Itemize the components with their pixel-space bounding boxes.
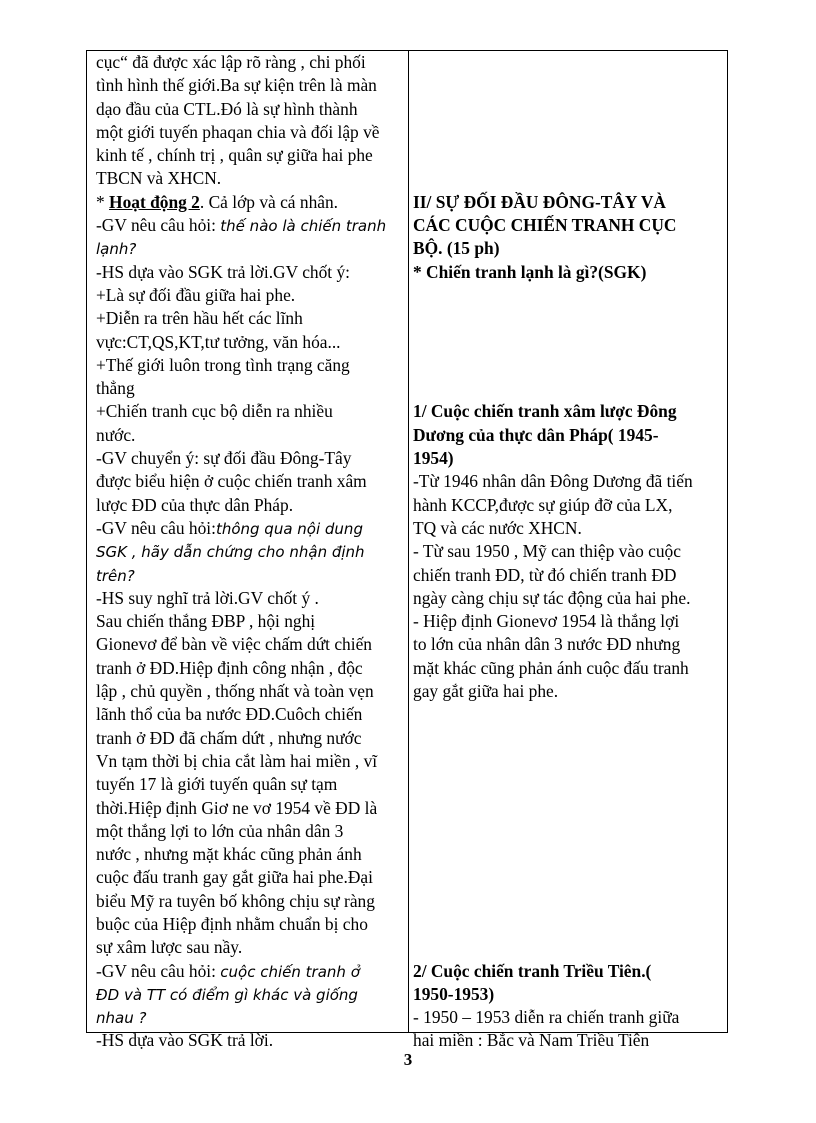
text-run: tranh ở ĐD đã chấm dứt , nhưng nước (96, 727, 362, 748)
text-run: -Từ 1946 nhân dân Đông Dương đã tiến (413, 471, 693, 492)
text-line (413, 121, 727, 144)
text-run: mặt khác cũng phản ánh cuộc đấu tranh (413, 657, 689, 678)
text-run: -HS dựa vào SGK trả lời. (96, 1030, 274, 1051)
activities-column (87, 51, 409, 1051)
text-line (96, 703, 408, 726)
text-line (413, 517, 727, 540)
text-line (96, 237, 408, 260)
text-line (413, 307, 727, 330)
text-line (413, 424, 727, 447)
text-run: -HS suy nghĩ trả lời.GV chốt ý . (96, 587, 319, 608)
text-line (413, 983, 727, 1006)
text-line (96, 377, 408, 400)
text-run: -GV chuyển ý: sự đối đầu Đông-Tây (96, 448, 352, 469)
text-run: cuộc chiến tranh ở (220, 962, 360, 981)
text-run: thông qua nội dung (215, 519, 363, 538)
page-number: 3 (403, 1050, 413, 1069)
left-text-block (96, 51, 408, 1053)
text-line (96, 960, 408, 983)
text-run: - Từ sau 1950 , Mỹ can thiệp vào cuộc (413, 541, 681, 562)
text-line (413, 470, 727, 493)
text-run: CÁC CUỘC CHIẾN TRANH CỤC (413, 215, 677, 236)
text-line (96, 494, 408, 517)
text-line (96, 51, 408, 74)
text-line (96, 307, 408, 330)
text-line (96, 633, 408, 656)
text-line (413, 447, 727, 470)
text-line (96, 890, 408, 913)
text-line (96, 191, 408, 214)
text-line (413, 1006, 727, 1029)
text-line (413, 890, 727, 913)
text-line (413, 797, 727, 820)
text-run: . Cả lớp và cá nhân. (199, 191, 339, 212)
text-line (96, 587, 408, 610)
text-line (96, 144, 408, 167)
text-line (413, 284, 727, 307)
text-run: lập , chủ quyền , thống nhất và toàn vẹn (96, 681, 374, 702)
text-run: vực:CT,QS,KT,tư tưởng, văn hóa... (96, 331, 341, 352)
text-line (96, 843, 408, 866)
text-line (413, 750, 727, 773)
text-line (96, 400, 408, 423)
text-line (96, 424, 408, 447)
text-line (96, 284, 408, 307)
text-run: nhau ? (96, 1009, 147, 1028)
text-run: lãnh thổ của ba nước ĐD.Cuôch chiến (96, 704, 363, 725)
text-run: nước , nhưng mặt khác cũng phản ánh (96, 844, 362, 865)
text-line (413, 354, 727, 377)
text-line (96, 1006, 408, 1029)
text-line (96, 820, 408, 843)
text-run: - 1950 – 1953 diễn ra chiến tranh giữa (413, 1007, 680, 1028)
text-line (96, 727, 408, 750)
text-line (413, 727, 727, 750)
text-line (96, 74, 408, 97)
text-line (96, 98, 408, 121)
text-run: thẳng (96, 378, 135, 399)
text-line (413, 331, 727, 354)
text-run: nước. (96, 424, 136, 445)
text-run: gay gắt giữa hai phe. (413, 681, 559, 702)
text-run: Vn tạm thời bị chia cắt làm hai miền , vĩ (96, 750, 378, 771)
text-run: to lớn của nhân dân 3 nước ĐD nhưng (413, 634, 681, 655)
text-line (96, 680, 408, 703)
text-line (413, 167, 727, 190)
text-line (413, 610, 727, 633)
text-line (413, 657, 727, 680)
text-run: 1954) (413, 448, 454, 469)
text-run: một thắng lợi to lớn của nhân dân 3 (96, 820, 344, 841)
text-line (96, 447, 408, 470)
text-run: được biểu hiện ở cuộc chiến tranh xâm (96, 471, 367, 492)
text-run: * Chiến tranh lạnh là gì?(SGK) (413, 261, 647, 282)
text-line (413, 237, 727, 260)
text-run: -GV nêu câu hỏi: (96, 517, 216, 538)
lesson-table (86, 50, 728, 1051)
text-run: - Hiệp định Gionevơ 1954 là thắng lợi (413, 611, 680, 632)
text-line (413, 866, 727, 889)
text-line (413, 633, 727, 656)
text-run: thế nào là chiến tranh (220, 217, 387, 236)
text-run: 1/ Cuộc chiến tranh xâm lược Đông (413, 401, 677, 422)
text-line (96, 167, 408, 190)
text-line (96, 354, 408, 377)
text-run: tuyến 17 là giới tuyến quân sự tạm (96, 774, 338, 795)
text-run: thời.Hiệp định Giơ ne vơ 1954 về ĐD là (96, 797, 378, 818)
text-line (413, 74, 727, 97)
right-text-block (413, 51, 727, 1053)
text-line (96, 610, 408, 633)
text-line (413, 936, 727, 959)
text-line (413, 261, 727, 284)
text-run: chiến tranh ĐD, từ đó chiến tranh ĐD (413, 564, 677, 585)
text-run: cục“ đã được xác lập rõ ràng , chi phối (96, 52, 366, 72)
text-run: 2/ Cuộc chiến tranh Triều Tiên.( (413, 960, 652, 981)
text-run: ĐD và TT có điểm gì khác và giống (96, 985, 358, 1004)
text-run: -GV nêu câu hỏi: (96, 960, 221, 981)
text-line (96, 214, 408, 237)
text-line (96, 564, 408, 587)
text-line (96, 331, 408, 354)
text-line (96, 121, 408, 144)
text-run: +Thế giới luôn trong tình trạng căng (96, 354, 350, 375)
text-line (413, 494, 727, 517)
text-run: tình hình thế giới.Ba sự kiện trên là màn (96, 75, 377, 96)
text-run: ngày càng chịu sự tác động của hai phe. (413, 587, 691, 608)
text-line (96, 540, 408, 563)
text-line (96, 261, 408, 284)
text-line (413, 564, 727, 587)
content-column (409, 51, 727, 1051)
text-run: +Diễn ra trên hầu hết các lĩnh (96, 308, 303, 329)
text-run: +Là sự đối đầu giữa hai phe. (96, 284, 296, 305)
text-run: -GV nêu câu hỏi: (96, 215, 221, 236)
text-run: TQ và các nước XHCN. (413, 517, 582, 538)
text-run: 1950-1953) (413, 983, 495, 1004)
text-line (413, 820, 727, 843)
text-run: một giới tuyến phaqan chia và đối lập về (96, 121, 380, 142)
text-run: buộc của Hiệp định nhằm chuẩn bị cho (96, 913, 368, 934)
text-line (413, 400, 727, 423)
text-line (96, 750, 408, 773)
text-line (96, 797, 408, 820)
text-run: hành KCCP,được sự giúp đỡ của LX, (413, 494, 673, 515)
text-run: Dương của thực dân Pháp( 1945- (413, 424, 659, 445)
text-line (413, 773, 727, 796)
text-line (96, 866, 408, 889)
text-run: Sau chiến thắng ĐBP , hội nghị (96, 611, 316, 632)
text-run: Gionevơ để bàn về việc chấm dứt chiến (96, 634, 372, 655)
text-run: Hoạt động 2 (109, 191, 200, 212)
text-line (413, 703, 727, 726)
text-run: lạnh? (96, 240, 137, 259)
text-run: kinh tế , chính trị , quân sự giữa hai phe (96, 145, 373, 166)
text-line (413, 144, 727, 167)
text-line (413, 913, 727, 936)
text-run: sự xâm lược sau nầy. (96, 937, 243, 958)
text-run: -HS dựa vào SGK trả lời.GV chốt ý: (96, 261, 351, 282)
text-line (96, 657, 408, 680)
text-line (413, 214, 727, 237)
text-run: cuộc đấu tranh gay gắt giữa hai phe.Đại (96, 867, 373, 888)
text-line (413, 540, 727, 563)
text-run: dạo đầu của CTL.Đó là sự hình thành (96, 98, 358, 119)
text-run: * (96, 191, 110, 212)
text-line (413, 191, 727, 214)
text-line (413, 843, 727, 866)
text-run: lược ĐD của thực dân Pháp. (96, 494, 294, 515)
text-run: TBCN và XHCN. (96, 168, 222, 189)
text-line (413, 587, 727, 610)
text-run: II/ SỰ ĐỐI ĐẦU ĐÔNG-TÂY VÀ (413, 191, 666, 212)
text-run: hai miền : Bắc và Nam Triều Tiên (413, 1030, 650, 1051)
text-line (96, 470, 408, 493)
text-run: tranh ở ĐD.Hiệp định công nhận , độc (96, 657, 363, 678)
text-run: +Chiến tranh cục bộ diễn ra nhiều (96, 401, 333, 422)
text-line (96, 983, 408, 1006)
text-run: BỘ. (15 ph) (413, 238, 500, 259)
text-line (413, 98, 727, 121)
text-line (96, 936, 408, 959)
text-line (96, 517, 408, 540)
text-run: biểu Mỹ ra tuyên bố không chịu sự ràng (96, 890, 375, 911)
text-line (413, 960, 727, 983)
text-line (96, 913, 408, 936)
text-run: trên? (96, 566, 135, 585)
text-line (96, 773, 408, 796)
text-line (413, 51, 727, 74)
text-line (413, 377, 727, 400)
text-line (413, 680, 727, 703)
text-run: SGK , hãy dẫn chứng cho nhận định (96, 543, 365, 562)
